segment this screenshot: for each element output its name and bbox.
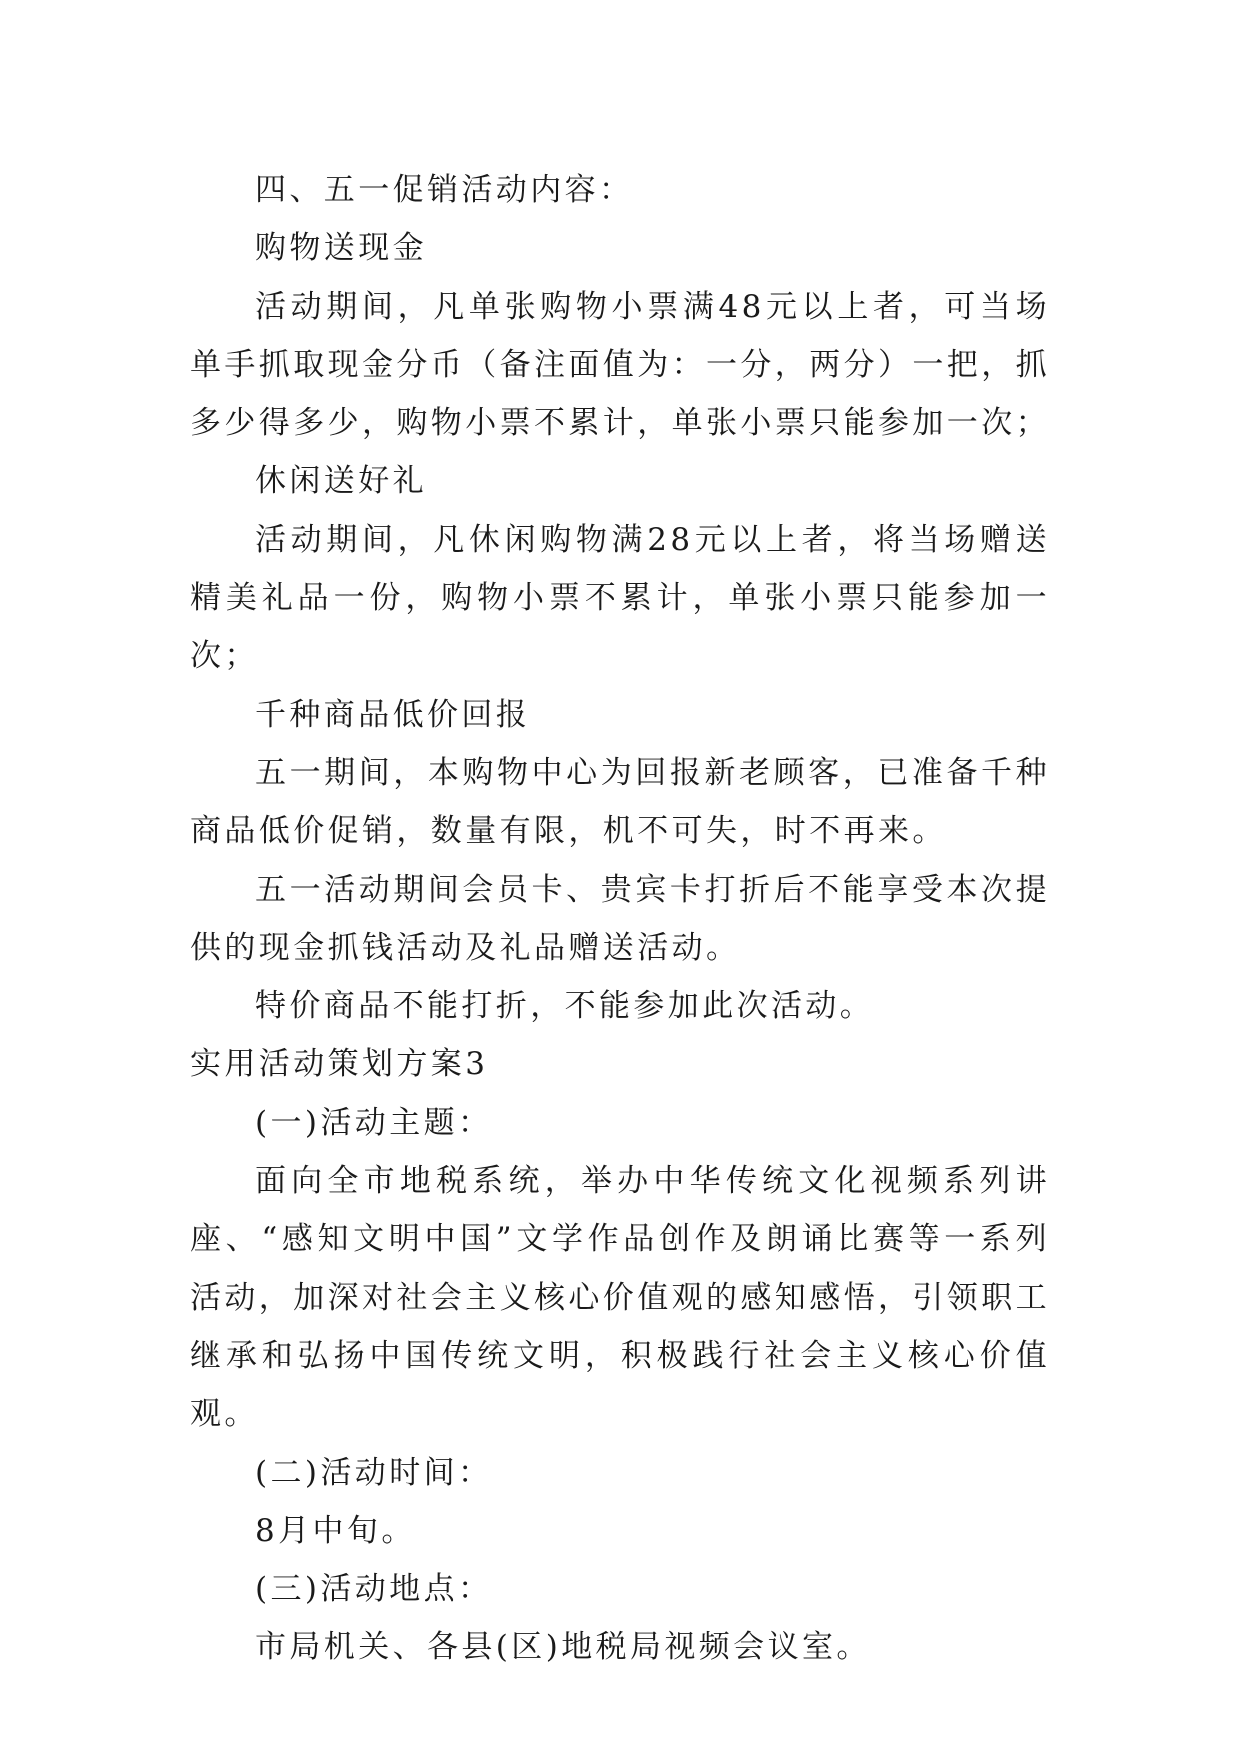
paragraph: 活动期间，凡单张购物小票满48元以上者，可当场单手抓取现金分币（备注面值为：一分，两分）一把，抓多少得多少，购物小票不累计，单张小票只能参加一次； <box>190 288 1050 442</box>
paragraph: 市局机关、各县(区)地税局视频会议室。 <box>255 1629 871 1666</box>
paragraph: 8月中旬。 <box>255 1512 416 1549</box>
subheading: (一)活动主题： <box>255 1104 493 1141</box>
document-section-title: 实用活动策划方案3 <box>190 1046 489 1083</box>
subheading: 千种商品低价回报 <box>255 696 531 733</box>
section-heading: 四、五一促销活动内容： <box>255 172 634 208</box>
subheading: 休闲送好礼 <box>255 463 427 500</box>
paragraph: 特价商品不能打折，不能参加此次活动。 <box>255 988 875 1025</box>
paragraph: 五一期间，本购物中心为回报新老顾客，已准备千种商品低价促销，数量有限，机不可失，时不再来。 <box>190 754 1050 850</box>
paragraph: 五一活动期间会员卡、贵宾卡打折后不能享受本次提供的现金抓钱活动及礼品赠送活动。 <box>190 871 1050 966</box>
subheading: 购物送现金 <box>255 230 427 267</box>
subheading: (三)活动地点： <box>255 1571 493 1608</box>
subheading: (二)活动时间： <box>255 1454 493 1491</box>
paragraph: 面向全市地税系统，举办中华传统文化视频系列讲座、“感知文明中国”文学作品创作及朗诵比赛等一系列活动，加深对社会主义核心价值观的感知感悟，引领职工继承和弘扬中国传统文明，积极践行社会主义核心价值观。 <box>190 1163 1050 1433</box>
document-body <box>190 161 1050 1677</box>
paragraph: 活动期间，凡休闲购物满28元以上者，将当场赠送精美礼品一份，购物小票不累计，单张小票只能参加一次； <box>190 521 1050 675</box>
